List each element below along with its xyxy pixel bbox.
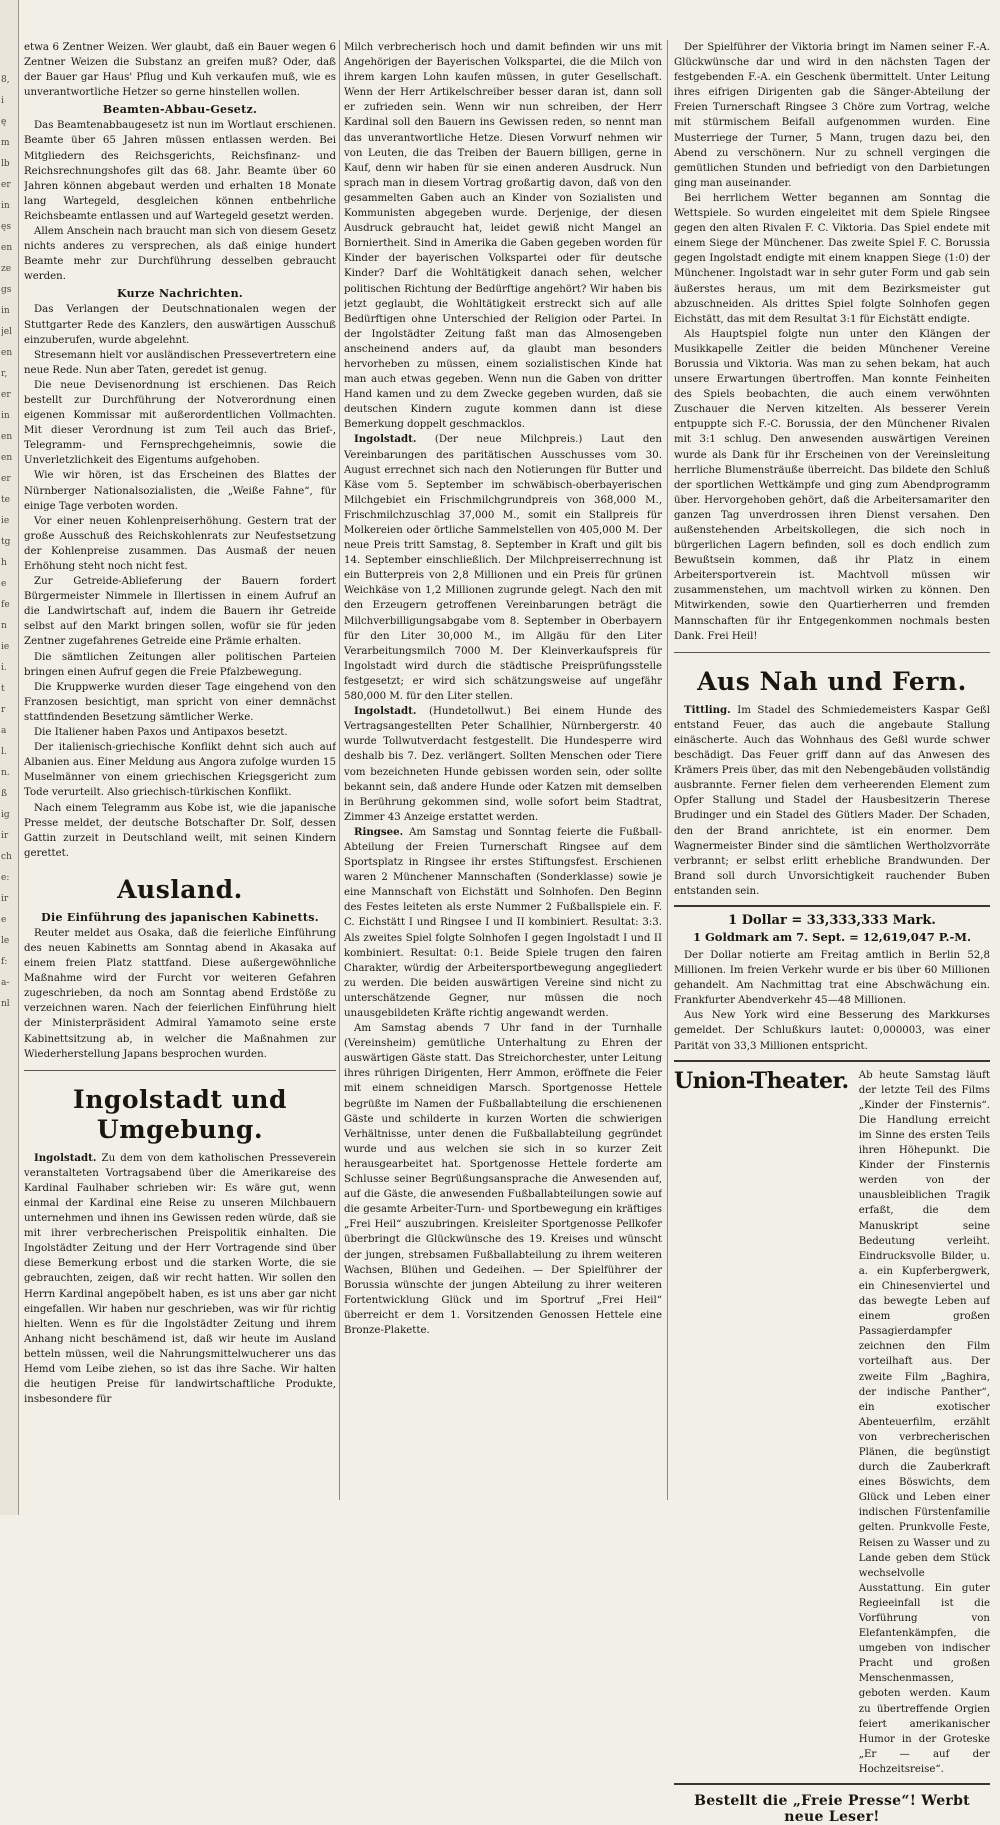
article-paragraph — [344, 1021, 662, 1338]
paragraph-text: (Hundetollwut.) Bei einem Hunde des Vertragsangestellten Peter Schallhier, Nürnbergerstr. 40 wurde Tollwutverdacht festgestellt. Die Hundesperre wird deshalb bis 7. Dez. verlängert. Sollten Menschen oder Tiere vom bezeichneten Hunde gebissen worden sein, oder sollte bekannt sein, daß andere Hunde oder Katzen mit demselben in Berührung gekommen sind, wolle sofort beim Stadtrat, Zimmer 43 Anzeige erstattet werden. — [344, 706, 662, 823]
edge-fragment: in — [1, 411, 10, 421]
article-paragraph — [344, 432, 662, 704]
column-rule — [339, 40, 340, 1500]
paragraph-text: Zur Getreide-Ablieferung der Bauern fordert Bürgermeister Nimmele in Illertissen in einem Aufruf an die Landwirtschaft auf, indem die Bauern ihr Getreide selbst auf den Markt bringen sollen, wofür sie für jeden Zentner zugefahrenes Getreide eine Prämie erhalten. — [24, 576, 336, 648]
cinema-title: Union-Theater. — [674, 1067, 849, 1094]
subheading: Beamten-Abbau-Gesetz. — [102, 103, 258, 117]
article-paragraph — [24, 926, 336, 1062]
article-paragraph — [24, 574, 336, 649]
section-divider — [674, 1783, 990, 1785]
paragraph-text: Die neue Devisenordnung ist erschienen. Das Reich bestellt zur Durchführung der Notverordnung einen eigenen Kommissar mit außerordentlichen Vollmachten. Mit dieser Verordnung ist zum Teil auch das Brief-, Telegramm- und Fernsprechgeheimnis, sowie die Unverletzlichkeit des Eigentums aufgehoben. — [24, 379, 336, 467]
paragraph-text: Die Kruppwerke wurden dieser Tage eingehend von den Franzosen besichtigt, man spricht von einer demnächst stattfindenden Besetzung sämtlicher Werke. — [24, 681, 336, 723]
paragraph-text: (Der neue Milchpreis.) Laut den Vereinbarungen des paritätischen Ausschusses vom 30. August errechnet sich nach den Notierungen für Butter und Käse vom 5. September im schwäbisch-oberbayerischen Milchgebiet ein Frischmilchgrundpreis von 368,000 M., Frischmilchzuschlag 37,000 M., somit ein Stallpreis für Molkereien oder örtliche Sammelstellen von 405,000 M. Der neue Preis tritt Samstag, 8. September in Kraft und gilt bis 14. September einschließlich. Der Milchpreiserrechnung ist ein Butterpreis von 2,8 Millionen und ein Preis für grünen Weichkäse von 1,2 Millionen zugrunde gelegt. Nach den mit den Erzeugern getroffenen Vereinbarungen beträgt die Milchverbilligungsabgabe vom 8. September in Oberbayern für den Liter 30,000 M., im Allgäu für den Liter Verarbeitungsmilch 7000 M. Der Kleinverkaufspreis für Ingolstadt wird durch die städtische Preisprüfungsstelle festgesetzt; er wird sich schätzungsweise auf ungefähr 580,000 M. für den Liter stellen. — [344, 434, 662, 703]
edge-fragment: fe — [1, 600, 10, 610]
paragraph-text: Vor einer neuen Kohlenpreiserhöhung. Gestern trat der große Ausschuß des Reichskohlenrats zur Neufestsetzung der Kohlenpreise zusammen. Das Ausmaß der neuen Erhöhung steht noch nicht fest. — [24, 515, 336, 572]
article-paragraph — [674, 948, 990, 1008]
paragraph-text: Im Stadel des Schmiedemeisters Kaspar Geßl entstand Feuer, das auch die angebaute Stallung einäscherte. Auch das Wohnhaus des Geßl wurde schwer beschädigt. Das Feuer griff dann auf das Anwesen des Krämers Preis über, das mit den Nebengebäuden vollständig ausbrannte. Ferner fielen dem verheerenden Element zum Opfer Stallung und Stadel der Hausbesitzerin Therese Brudinger und ein Stadel des Gütlers Mader. Der Schaden, den der Brand anrichtete, ist ein enormer. Dem Wagnermeister Binder sind die sämtlichen Wertholzvorräte verbrannt; er selbst erlitt erhebliche Brandwunden. Der Brand soll durch Unvorsichtigkeit rauchender Buben entstanden sein. — [674, 704, 990, 897]
article-paragraph — [674, 40, 990, 191]
edge-fragment: r — [1, 705, 6, 715]
edge-fragment: h — [1, 558, 7, 568]
edge-fragment: er — [1, 180, 11, 190]
exchange-rate-goldmark: 1 Goldmark am 7. Sept. = 12,619,047 P.-M. — [692, 929, 972, 944]
article-paragraph — [24, 224, 336, 284]
article-paragraph — [24, 680, 336, 725]
edge-fragment: 8, — [1, 75, 10, 85]
edge-fragment: en — [1, 432, 13, 442]
exchange-rate-dollar: 1 Dollar = 33,333,333 Mark. — [728, 912, 936, 928]
edge-fragment: er — [1, 474, 11, 484]
edge-fragment: ie — [1, 642, 10, 652]
edge-fragment: te — [1, 495, 10, 505]
edge-fragment: ie — [1, 516, 10, 526]
paragraph-text: Zu dem von dem katholischen Presseverein veranstalteten Vortragsabend über die Amerikareise des Kardinal Faulhaber schrieben wir: Es wäre gut, wenn einmal der Kardinal eine Reise zu unseren Milchbauern unternehmen und ihnen ins Gewissen reden würde, daß sie mit ihrer verbrecherischen Preispolitik einhalten. Die Ingolstädter Zeitung und der Herr Vortragende sind über diese Bemerkung erbost und die starken Worte, die sie gebrauchten, zeigen, daß wir recht hatten. Wir sollen den Herrn Kardinal angepöbelt haben, es ist uns aber gar nicht eingefallen. Wir haben nur geschrieben, was wir für richtig hielten. Wenn es für die Ingolstädter Zeitung und ihrem Anhang nicht beschämend ist, daß wir heute im Ausland betteln müssen, weil die Nahrungsmittelwucherer uns das Hemd vom Leibe ziehen, so ist das ihre Sache. Wir halten die heutigen Preise für landwirtschaftliche Produkte, insbesondere für — [24, 1152, 336, 1406]
edge-fragment: jel — [1, 327, 12, 337]
edge-fragment: e — [1, 579, 7, 589]
article-paragraph — [24, 302, 336, 347]
paragraph-text: Am Samstag und Sonntag feierte die Fußball-Abteilung der Freien Turnerschaft Ringsee auf dem Sportsplatz in Ringsee ihr erstes Stiftungsfest. Erschienen waren 2 Münchener Mannschaften (Sonderklasse) sowie je eine Mannschaft von Eichstätt und Solnhofen. Den Beginn des Festes leiteten als erste Nummer 2 Fußballspiele ein. F. C. Eichstätt I und Ringsee I und II kombiniert. Resultat: 3:3. Als zweites Spiel folgte Solnhofen I gegen Ingolstadt I und II kombiniert. Resultat: 0:1. Beide Spiele trugen den fairen Charakter, würdig der Arbeitersportbewegung angegliedert zu werden. Die beiden auswärtigen Vereine sind nicht zu unterschätzende Gegner, nur müssen die noch unausgebildeten Kräfte richtig angewandt werden. — [344, 826, 662, 1019]
edge-fragment: a- — [1, 978, 10, 988]
paragraph-text: Der italienisch-griechische Konflikt dehnt sich auch auf Albanien aus. Einer Meldung aus Angora zufolge wurden 15 Muselmänner von einem griechischen Kriegsgericht zum Tode verurteilt. Also griechisch-türkischen Konflikt. — [24, 742, 336, 799]
edge-fragment: n — [1, 621, 7, 631]
article-paragraph — [24, 801, 336, 861]
edge-fragment: e — [1, 915, 7, 925]
paragraph-text: Allem Anschein nach braucht man sich von diesem Gesetz nichts anderes zu versprechen, als daß einige hundert Beamte mehr zur Durchführung desselben gebraucht werden. — [24, 226, 336, 283]
dateline: Ingolstadt. — [354, 433, 417, 446]
edge-fragment: ę — [1, 117, 7, 127]
edge-fragment: m — [1, 138, 10, 148]
edge-fragment: en — [1, 348, 13, 358]
subscription-slogan: Bestellt die „Freie Presse“! Werbt neue Leser! — [694, 1793, 970, 1825]
paragraph-text: Als Hauptspiel folgte nun unter den Klängen der Musikkapelle Zeitler die beiden Münchener Vereine Borussia und Viktoria. Was man zu sehen bekam, hat auch unsere Erwartungen übertroffen. Man konnte Feinheiten des Spiels beobachten, die auch einem verwöhnten Zuschauer die Nerven kitzelten. Als besserer Verein entpuppte sich F.-C. Borussia, der den Münchener Rivalen mit 3:1 schlug. Den anwesenden auswärtigen Vereinen wurde als Dank für ihr Erscheinen von der Vereinsleitung herrliche Blumensträuße überreicht. Das bildete den Schluß der sportlichen Wettkämpfe und ging zum Abendprogramm über. Hervorgehoben gehört, daß die Arbeitersamariter den ganzen Tag unverdrossen ihren Dienst versahen. Den außenstehenden Arbeitskollegen, die sich noch in bürgerlichen Lagern befinden, soll es doch endlich zum Bewußtsein kommen, daß ihr Platz in einem Arbeitersportverein ist. Machtvoll müssen wir zusammenstehen, um machtvoll wirken zu können. Den Mitwirkenden, sowie den Quartierherren und fremden Mannschaften für ihr Entgegenkommen nochmals besten Dank. Frei Heil! — [674, 328, 990, 642]
column-1 — [24, 40, 336, 1407]
edge-fragment: ir — [1, 894, 9, 904]
dateline: Ingolstadt. — [34, 1151, 97, 1164]
paragraph-text: Die Italiener haben Paxos und Antipaxos besetzt. — [34, 727, 288, 739]
paragraph-text: Der Dollar notierte am Freitag amtlich in Berlin 52,8 Millionen. Im freien Verkehr wurde er bis über 60 Millionen gehandelt. Am Nachmittag trat eine Abschwächung ein. Frankfurter Abendverkehr 45—48 Millionen. — [674, 949, 990, 1007]
edge-fragment: ęs — [1, 222, 11, 232]
edge-fragment: gs — [1, 285, 12, 295]
article-paragraph — [24, 118, 336, 224]
subheading: Die Einführung des japanischen Kabinetts. — [41, 910, 319, 924]
edge-fragment: en — [1, 453, 13, 463]
article-paragraph — [344, 40, 662, 432]
article-paragraph — [24, 1151, 336, 1408]
edge-fragment: f: — [1, 957, 8, 967]
edge-fragment: in — [1, 306, 10, 316]
edge-fragment: r, — [1, 369, 8, 379]
edge-fragment: i — [1, 96, 4, 106]
edge-fragment: ch — [1, 852, 12, 862]
edge-fragment: ze — [1, 264, 12, 274]
article-paragraph — [674, 191, 990, 327]
edge-fragment: i. — [1, 663, 7, 673]
article-paragraph — [24, 650, 336, 680]
paragraph-text: Am Samstag abends 7 Uhr fand in der Turnhalle (Vereinsheim) gemütliche Unterhaltung zu Ehren der auswärtigen Gäste statt. Das Streichorchester, unter Leitung ihres rührigen Dirigenten, Herr Ammon, eröffnete die Feier mit einem schneidigen Marsch. Sportgenosse Hettele begrüßte im Namen der Fußballabteilung die erschienenen Gäste und schilderte in kurzen Worten die schwierigen Verhältnisse, unter denen die Fußballabteilung gegründet wurde und aus welchen sie sich in so kurzer Zeit herausgearbeitet hat. Sportgenosse Hettele forderte am Schlusse seiner Begrüßungsansprache die Anwesenden auf, auf die Gäste, die anwesenden Fußballabteilungen sowie auf die gesamte Arbeiter-Turn- und Sportbewegung ein kräftiges „Frei Heil“ auszubringen. Kreisleiter Sportgenosse Pellkofer überbringt die Glückwünsche des 19. Kreises und wünscht der jungen, strebsamen Fußballabteilung zu ihrem weiteren Wachsen, Blühen und Gedeihen. — Der Spielführer der Borussia wünschte der jungen Abteilung zu ihrer weiteren Fortentwicklung Glück und im Sportruf „Frei Heil“ überreicht er dem 1. Vorsitzenden Genossen Hettele eine Bronze-Plakette. — [344, 1023, 662, 1336]
article-paragraph — [674, 327, 990, 644]
column-3 — [674, 40, 990, 1825]
edge-fragment: n. — [1, 768, 10, 778]
dateline: Tittling. — [684, 703, 731, 716]
article-paragraph — [674, 1008, 990, 1053]
paragraph-text: Bei herrlichem Wetter begannen am Sonntag die Wettspiele. So wurden eingeleitet mit dem Spiele Ringsee gegen den alten Rivalen F. C. Viktoria. Das Spiel endete mit einem Siege der Münchener. Das zweite Spiel F. C. Borussia gegen Ingolstadt endigte mit einem knappen Siege (1:0) der Münchener. Ingolstadt war in sehr guter Form und gab sein äußerstes heraus, um mit dem Bezirksmeister gut abzuschneiden. Als drittes Spiel folgte Solnhofen gegen Eichstätt, das mit dem Resultat 3:1 für Eichstätt endigte. — [674, 192, 990, 325]
edge-fragment: en — [1, 243, 13, 253]
section-heading: Ausland. — [117, 874, 243, 904]
edge-fragments — [1, 70, 17, 1015]
edge-fragment: lb — [1, 159, 10, 169]
section-divider — [24, 1070, 336, 1071]
cinema-advertisement — [674, 1068, 990, 1777]
edge-fragment: er — [1, 390, 11, 400]
column-rule — [667, 40, 668, 1500]
paragraph-text: Nach einem Telegramm aus Kobe ist, wie die japanische Presse meldet, der deutsche Botschafter Dr. Solf, dessen Gattin zurzeit in Deutschland weilt, mit seinen Kindern gerettet. — [24, 802, 336, 859]
edge-fragment: e: — [1, 873, 10, 883]
section-divider — [674, 905, 990, 907]
edge-fragment: a — [1, 726, 7, 736]
paragraph-text: Stresemann hielt vor ausländischen Pressevertretern eine neue Rede. Nun aber Taten, geredet ist genug. — [24, 349, 336, 376]
paragraph-text: Das Beamtenabbaugesetz ist nun im Wortlaut erschienen. Beamte über 65 Jahren müssen entlassen werden. Bei Mitgliedern des Reichsgerichts, Reichsfinanz- und Reichsrechnungshofes gilt das 68. Jahr. Beamte über 60 Jahren können abgebaut werden und erhalten 18 Monate lang Wartegeld, desgleichen können entbehrliche Reichsbeamte entlassen und auf Wartegeld gesetzt werden. — [24, 120, 336, 222]
paragraph-text: etwa 6 Zentner Weizen. Wer glaubt, daß ein Bauer wegen 6 Zentner Weizen die Substanz an greifen muß? Oder, daß der Bauer gar Haus' Pflug und Kuh verkaufen muß, wie es unverantwortliche Hetzer so gerne hinstellen wollen. — [24, 42, 336, 99]
article-paragraph — [674, 703, 990, 899]
article-paragraph — [344, 825, 662, 1021]
article-paragraph — [24, 740, 336, 800]
edge-fragment: t — [1, 684, 5, 694]
article-paragraph — [24, 40, 336, 100]
edge-fragment: ß — [1, 789, 8, 799]
paragraph-text: Die sämtlichen Zeitungen aller politischen Parteien bringen einen Aufruf gegen die Freie Pfalzbewegung. — [24, 651, 336, 678]
column-2 — [344, 40, 662, 1338]
paragraph-text: Aus New York wird eine Besserung des Markkurses gemeldet. Der Schlußkurs lautet: 0,000003, was einer Parität von 33,3 Millionen entspricht. — [674, 1010, 990, 1052]
dateline: Ringsee. — [354, 825, 404, 838]
edge-fragment: ir — [1, 831, 9, 841]
section-heading: Aus Nah und Fern. — [697, 666, 967, 696]
paragraph-text: Das Verlangen der Deutschnationalen wegen der Stuttgarter Rede des Kanzlers, den auswärtigen Ausschuß einzuberufen, wurde abgelehnt. — [24, 304, 336, 346]
article-paragraph — [344, 704, 662, 825]
edge-fragment: nl — [1, 999, 10, 1009]
adjacent-page-edge — [0, 0, 19, 1515]
paragraph-text: Wie wir hören, ist das Erscheinen des Blattes der Nürnberger Nationalsozialisten, die „Weiße Fahne“, für einige Tage verboten worden. — [24, 470, 336, 512]
edge-fragment: l. — [1, 747, 7, 757]
article-paragraph — [24, 725, 336, 740]
article-paragraph — [24, 514, 336, 574]
paragraph-text: Der Spielführer der Viktoria bringt im Namen seiner F.-A. Glückwünsche dar und wird in den nächsten Tagen der festgebenden F.-A. ein Geschenk übermittelt. Unter Leitung ihres eifrigen Dirigenten gab die Sänger-Abteilung der Freien Turnerschaft Ringsee 3 Chöre zum Vortrag, welche mit stürmischem Beifall aufgenommen wurden. Eine Musterriege der Turner, 5 Mann, trugen dazu bei, den Abend zu verschönern. Nur zu schnell vergingen die gemütlichen Stunden und befriedigt von den Darbietungen ging man auseinander. — [674, 42, 990, 189]
cinema-text: Ab heute Samstag läuft der letzte Teil des Films „Kinder der Finsternis“. Die Handlung erreicht im Sinne des ersten Teils ihren Höhepunkt. Die Kinder der Finsternis werden von der unausbleiblichen Tragik erfaßt, die dem Manuskript seine Bedeutung verleiht. Eindrucksvolle Bilder, u. a. ein Kupferbergwerk, ein Chinesenviertel und das bewegte Leben auf einem großen Passagierdampfer zeichnen den Film vorteilhaft aus. Der zweite Film „Baghira, der indische Panther“, ein exotischer Abenteuerfilm, erzählt von verbrecherischen Plänen, die begünstigt durch die Zauberkraft eines Böswichts, dem Glück und Leben einer indischen Fürstenfamilie gelten. Prunkvolle Feste, Reisen zu Wasser und zu Lande geben dem Stück wechselvolle Ausstattung. Ein guter Regieeinfall ist die Vorführung von Elefantenkämpfen, die umgeben von indischer Pracht und großen Menschenmassen, geboten werden. Kaum zu übertreffende Orgien feiert amerikanischer Humor in der Groteske „Er — auf der Hochzeitsreise“. — [858, 1069, 990, 1775]
paragraph-text: Reuter meldet aus Osaka, daß die feierliche Einführung des neuen Kabinetts am Sonntag abend in Akasaka auf einem freien Platz stattfand. Diese außergewöhnliche Maßnahme wird der Furcht vor weiteren Gefahren zugeschrieben, da noch am Sonntag abend Erdstöße zu verzeichnen waren. Nach der feierlichen Einführung hielt der Ministerpräsident Admiral Yamamoto seine erste Kabinettsitzung ab, in welcher die Maßnahmen zur Wiederherstellung Japans besprochen wurden. — [24, 927, 336, 1060]
edge-fragment: tg — [1, 537, 11, 547]
dateline: Ingolstadt. — [354, 705, 417, 718]
article-paragraph — [24, 378, 336, 469]
section-divider — [674, 652, 990, 653]
edge-fragment: le — [1, 936, 10, 946]
edge-fragment: ig — [1, 810, 10, 820]
edge-fragment: in — [1, 201, 10, 211]
subheading: Kurze Nachrichten. — [116, 287, 244, 301]
section-divider — [674, 1060, 990, 1062]
article-paragraph — [24, 468, 336, 513]
section-heading: Ingolstadt und Umgebung. — [73, 1084, 287, 1144]
article-paragraph — [24, 348, 336, 378]
paragraph-text: Milch verbrecherisch hoch und damit befinden wir uns mit Angehörigen der Bayerischen Volkspartei, die die Milch von ihrem kargen Lohn kaufen müssen, in guter Gesellschaft. Wenn der Herr Artikelschreiber besser daran ist, dann soll er zufrieden sein. Wenn wir nun schreiben, der Herr Kardinal soll den Bauern ins Gewissen reden, so nennt man das unverantwortliche Hetze. Diesen Vorwurf nehmen wir von Leuten, die das Treiben der Bauern billigen, gerne in Kauf, denn wir haben für sie einen anderen Ausdruck. Nun sprach man in diesem Vortrag großartig davon, daß von den gesammelten Gaben auch an Kinder von Sozialisten und Kommunisten abgegeben wurde. Derjenige, der diesen Ausdruck gebraucht hat, leidet gewiß nicht Mangel an Borniertheit. Sind in Amerika die Gaben gegeben worden für Kinder der bayerischen Volkspartei oder für deutsche Kinder? Darf die Wohltätigkeit danach sehen, welcher politischen Richtung der Bedürftige angehört? Wir haben bis jetzt geglaubt, die Wohltätigkeit erstreckt sich auf alle Bedürftigen ohne Unterschied der Religion oder Partei. In der Ingolstädter Zeitung faßt man das Almosengeben anscheinend anders auf, da glaubt man besonders hervorheben zu müssen, einem sozialistischen Kinde hat man auch etwas gegeben. Wenn nun die Gaben von dritter Hand kamen und zu dem Zwecke gegeben wurden, daß sie deutschen Kindern zugute kommen dann ist diese Bemerkung doppelt geschmacklos. — [344, 42, 662, 431]
